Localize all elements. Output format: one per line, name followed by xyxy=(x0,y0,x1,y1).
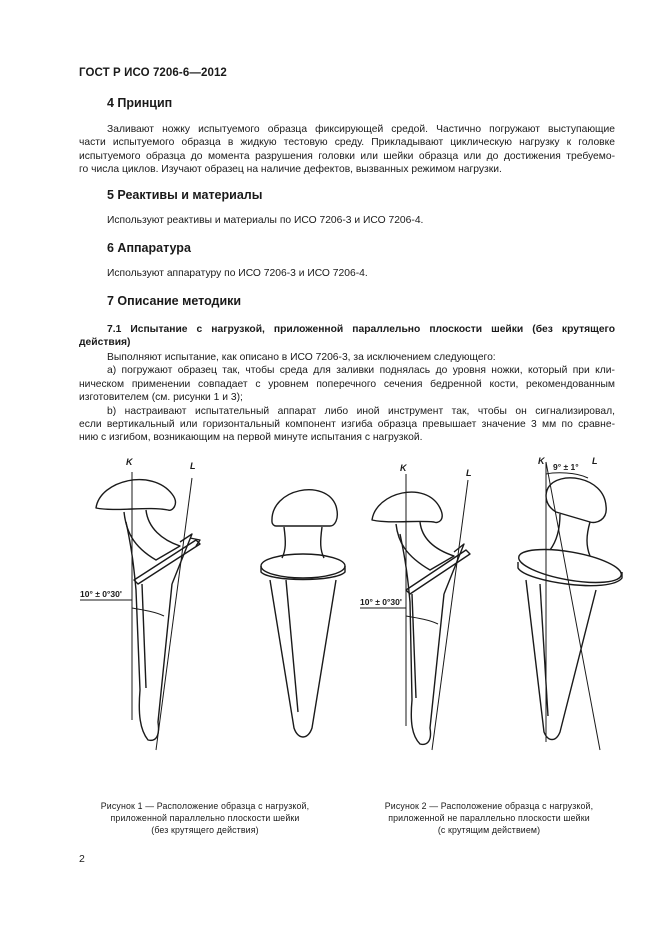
figure-2-caption xyxy=(344,800,634,836)
label-l2: L xyxy=(592,456,598,466)
text-line: нию с изгибом, возникающим на первой минуте испытания с нагрузкой. xyxy=(79,432,423,444)
caption-line: приложенной не параллельно плоскости шейки xyxy=(388,813,590,823)
label-k: K xyxy=(400,463,407,473)
text-line: испытуемого образца до момента разрушения головки или шейки образца или до достижения требуемо- xyxy=(79,150,615,162)
text-line: действия) xyxy=(79,337,131,349)
section-4-text xyxy=(79,123,615,177)
section-7-title: 7 Описание методики xyxy=(107,294,242,308)
caption-line: (с крутящим действием) xyxy=(437,825,541,835)
subsection-7-1-title xyxy=(79,323,615,350)
tilted-implant-drawing xyxy=(96,480,200,741)
text-line: Заливают ножку испытуемого образца фиксирующей средой. Частично погружают выступающие xyxy=(107,124,615,135)
section-5-title: 5 Реактивы и материалы xyxy=(107,188,263,202)
rotated-implant-drawing xyxy=(516,478,623,740)
figure-2-drawings xyxy=(350,450,640,790)
text-line: b) настраивают испытательный аппарат либо иной инструмент так, чтобы он сигнализировал, xyxy=(107,405,615,417)
caption-line: приложенной параллельно плоскости шейки xyxy=(110,813,300,823)
document-header: ГОСТ Р ИСО 7206-6—2012 xyxy=(79,67,227,79)
section-4-title: 4 Принцип xyxy=(107,96,173,110)
text-line: a) погружают образец так, чтобы среда для заливки поднялась до уровня ножки, который при кли- xyxy=(107,365,615,377)
label-k: K xyxy=(126,457,133,467)
section-5-text: Используют реактивы и материалы по ИСО 7206-3 и ИСО 7206-4. xyxy=(107,215,424,226)
text-line: ническом применении совпадает с уровнем поперечного сечения бедренной кости, рекомендованным xyxy=(79,378,615,390)
axis-l-line xyxy=(432,480,468,750)
page-number: 2 xyxy=(79,853,85,865)
figure-1-drawings xyxy=(60,450,360,790)
angle-arc-top xyxy=(546,473,588,478)
tilted-implant-drawing xyxy=(372,492,470,744)
text-line: если вертикальный или горизонтальный компонент изгиба образца превышает значение 3 мм по сравне- xyxy=(79,419,615,431)
text-line: части испытуемого образца в жидкую тестовую среду. Прикладывают циклическую нагрузку к головке xyxy=(79,137,615,149)
section-6-text: Используют аппаратуру по ИСО 7206-3 и ИСО 7206-4. xyxy=(107,268,368,279)
angle-label: 10° ± 0°30' xyxy=(80,589,122,599)
front-implant-drawing xyxy=(261,490,345,737)
section-6-title: 6 Аппаратура xyxy=(107,241,191,255)
text-line: изготовителем (см. рисунки 1 и 3); xyxy=(79,392,243,404)
figure-1-caption xyxy=(60,800,350,836)
label-k2: K xyxy=(538,456,545,466)
text-line: го числа циклов. Изучают образец на наличие дефектов, вызванных режимом нагрузки. xyxy=(79,164,502,176)
axis-l-line xyxy=(156,478,192,750)
angle-label: 10° ± 0°30' xyxy=(360,597,402,607)
label-l: L xyxy=(190,461,196,471)
angle-label-top: 9° ± 1° xyxy=(553,462,579,472)
text-line: 7.1 Испытание с нагрузкой, приложенной параллельно плоскости шейки (без крутящего xyxy=(107,324,615,335)
caption-line: Рисунок 2 — Расположение образца с нагрузкой, xyxy=(384,801,594,811)
caption-line: (без крутящего действия) xyxy=(151,825,259,835)
caption-line: Рисунок 1 — Расположение образца с нагрузкой, xyxy=(100,801,310,811)
text-line: Выполняют испытание, как описано в ИСО 7206-3, за исключением следующего: xyxy=(107,352,496,363)
label-l: L xyxy=(466,468,472,478)
subsection-7-1-text xyxy=(79,351,615,445)
